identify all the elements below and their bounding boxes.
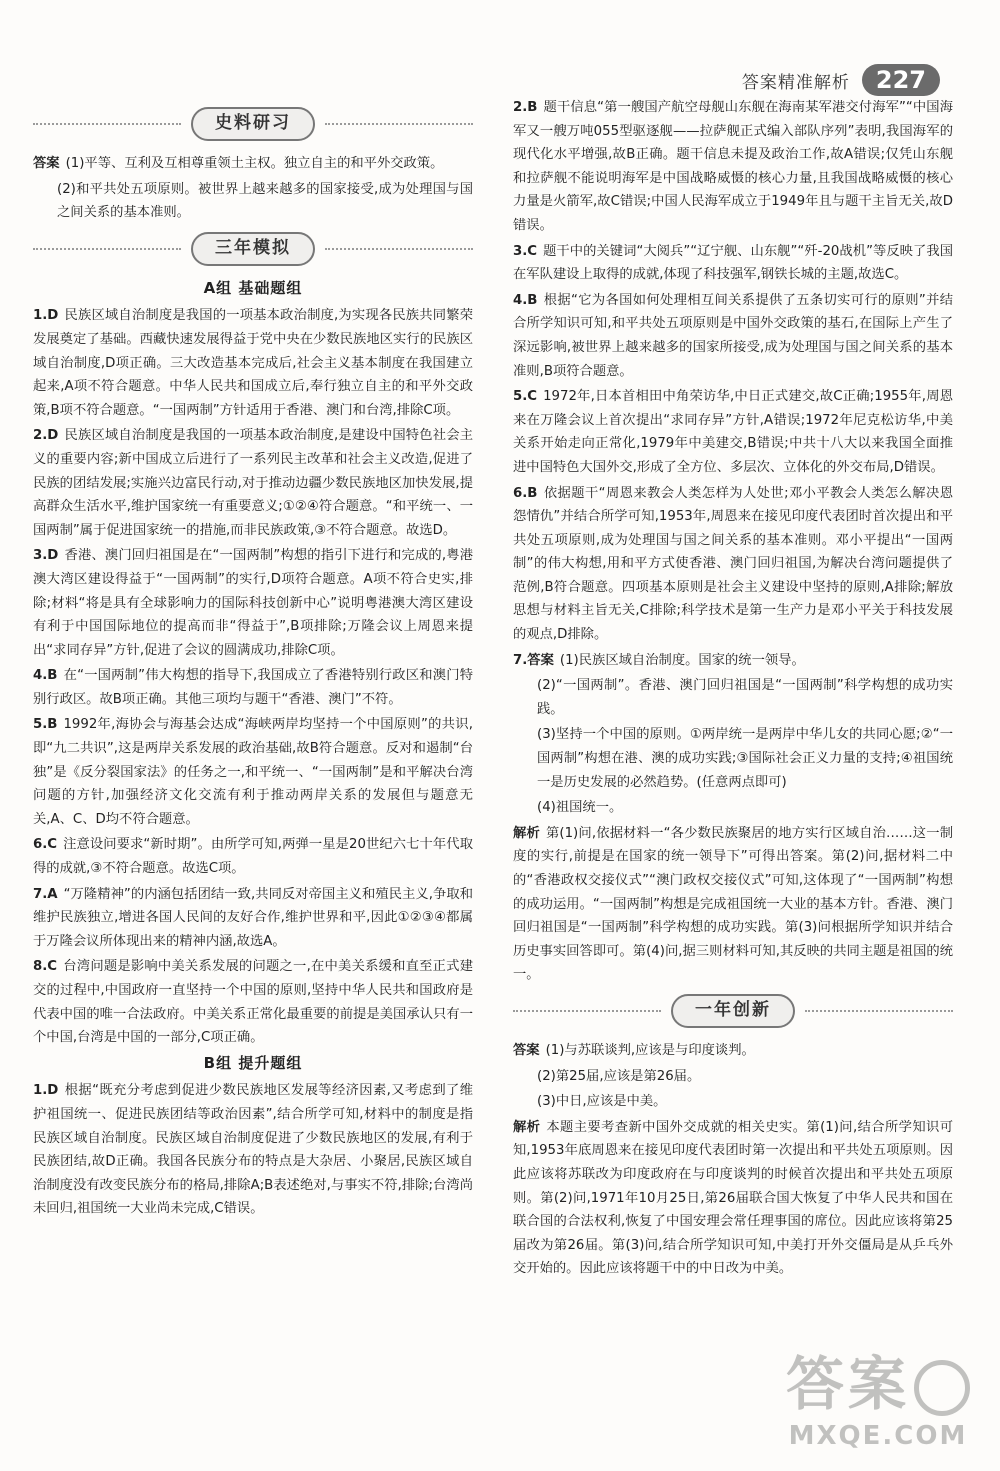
section-banner-innovation <box>513 991 953 1031</box>
page-number: 227 <box>862 64 940 96</box>
q7-answer: (4)祖国统一。 <box>537 800 623 816</box>
question-item: 4.B 在“一国两制”伟大构想的指导下,我国成立了香港特别行政区和澳门特别行政区。故B项正确。其他三项均与题干“香港、澳门”不符。 <box>33 668 473 707</box>
q7-analysis: 解析 第(1)问,依据材料一“各少数民族聚居的地方实行区域自治……这一制度的实行,前提是在国家的统一领导下”可得出答案。第(2)问,据材料二中的“香港政权交接仪式”“澳门政权交接仪式”可知,这体现了“一国两制”构想的成功运用。“一国两制”构想是完成祖国统一大业的基本方针。香港、澳门回归祖国是“一国两制”科学构想的成功实践。第(3)问根据所学知识并结合历史事实回答即可。第(4)问,据三则材料可知,其反映的共同主题是祖国的统一。 <box>513 825 954 983</box>
question-item: 3.D 香港、澳门回归祖国是在“一国两制”构想的指引下进行和完成的,粤港澳大湾区建设得益于“一国两制”的实行,D项符合题意。A项不符合史实,排除;材料“将是具有全球影响力的国际科技创新中心”说明粤港澳大湾区建设有利于中国国际地位的提高而非“得益于”,B项排除;万隆会议上周恩来提出“求同存异”方针,促进了会议的圆满成功,排除C项。 <box>33 548 473 658</box>
question-item: 5.C 1972年,日本首相田中角荣访华,中日正式建交,故C正确;1955年,周恩来在万隆会议上首次提出“求同存异”方针,A错误;1972年尼克松访华,中美关系开始走向正常化,1979年中美建交,B错误;中共十八大以来我国全面推进中国特色大国外交,形成了全方位、多层次、立体化的外交布局,D错误。 <box>513 389 953 475</box>
group-title-b: B组 提升题组 <box>203 1053 303 1072</box>
left-column <box>33 100 473 1223</box>
question-item: 7.A “万隆精神”的内涵包括团结一致,共同反对帝国主义和殖民主义,争取和维护民族独立,增进各国人民间的友好合作,维护世界和平,因此①②③④都属于万隆会议所体现出来的精神内涵,故选A。 <box>33 886 473 949</box>
answer-item: 答案 (1)平等、互利及互相尊重领土主权。独立自主的和平外交政策。 <box>33 156 444 171</box>
question-item: 6.B 依据题干“周恩来教会人类怎样为人处世;邓小平教会人类怎么解决恩怨情仇”并结合所学可知,1953年,周恩来在接见印度代表团时首次提出和平共处五项原则,成为处理国与国之间关系的基本准则。邓小平提出“一国两制”的伟大构想,用和平方式使香港、澳门回归祖国,为解决台湾问题提供了范例,B符合题意。四项基本原则是社会主义建设中坚持的原则,A排除;解放思想与材料主旨无关,C排除;科学技术是第一生产力是邓小平关于科技发展的观点,D排除。 <box>513 485 953 643</box>
q7-answer: (3)坚持一个中国的原则。①两岸统一是两岸中华儿女的共同心愿;②“一国两制”构想在港、澳的成功实践;③国际社会正义力量的支持;④祖国统一是历史发展的必然趋势。(任意两点即可) <box>537 727 953 790</box>
watermark-seal-icon <box>914 1360 970 1416</box>
question-item: 3.C 题干中的关键词“大阅兵”“辽宁舰、山东舰”“歼-20战机”等反映了我国在军队建设上取得的成就,体现了科技强军,钢铁长城的主题,故选C。 <box>513 243 953 283</box>
header-title: 答案精准解析 <box>741 72 850 93</box>
question-item: 8.C 台湾问题是影响中美关系发展的问题之一,在中美关系缓和直至正式建交的过程中,中国政府一直坚持一个中国的原则,坚持中华人民共和国政府是代表中国的唯一合法政府。中美关系正常化最重要的前提是美国承认只有一个中国,台湾是中国的一部分,C项正确。 <box>33 959 473 1046</box>
section-banner-historical <box>33 104 473 144</box>
site-watermark: 答案 MXQE.COM <box>786 1337 970 1451</box>
innov-answer: 答案 (1)与苏联谈判,应该是与印度谈判。 <box>513 1042 755 1058</box>
answer-item: (2)和平共处五项原则。被世界上越来越多的国家接受,成为处理国与国之间关系的基本准则。 <box>57 181 473 221</box>
innov-answer: (3)中日,应该是中美。 <box>537 1094 667 1110</box>
section-banner-three-year <box>33 229 473 269</box>
question-item: 1.D 民族区域自治制度是我国的一项基本政治制度,为实现各民族共同繁荣发展奠定了基础。西藏快速发展得益于党中央在少数民族地区实行的民族区域自治制度,D项正确。三大改造基本完成后,社会主义基本制度在我国建立起来,A项不符合题意。中华人民共和国成立后,奉行独立自主的和平外交政策,B项不符合题意。“一国两制”方针适用于香港、澳门和台湾,排除C项。 <box>33 308 473 418</box>
q7-answer: (2)“一国两制”。香港、澳门回归祖国是“一国两制”科学构想的成功实践。 <box>537 678 953 717</box>
question-item: 6.C 注意设问要求“新时期”。由所学可知,两弹一星是20世纪六七十年代取得的成就,③不符合题意。故选C项。 <box>33 837 473 877</box>
innov-analysis: 解析 本题主要考查新中国外交成就的相关史实。第(1)问,结合所学知识可知,1953年底周恩来在接见印度代表团时第一次提出和平共处五项原则。因此应该将苏联改为印度政府在与印度谈判的时候首次提出和平共处五项原则。第(2)问,1971年10月25日,第26届联合国大恢复了中华人民共和国在联合国的合法权利,恢复了中国安理会常任理事国的席位。因此应该将第25届改为第26届。第(3)问,结合所学知识可知,中美打开外交僵局是从乒乓外交开始的。因此应该将题干中的中日改为中美。 <box>513 1119 954 1277</box>
question-item: 4.B 根据“它为各国如何处理相互间关系提供了五条切实可行的原则”并结合所学知识可知,和平共处五项原则是中国外交政策的基石,在国际上产生了深远影响,被世界上越来越多的国家所接受,成为处理国与国之间关系的基本准则,B项符合题意。 <box>513 292 953 379</box>
question-item: 2.B 题干信息“第一艘国产航空母舰山东舰在海南某军港交付海军”“中国海军又一艘万吨055型驱逐舰——拉萨舰正式编入部队序列”表明,我国海军的现代化水平增强,故B正确。题干信息未提及政治工作,故A错误;仅凭山东舰和拉萨舰不能说明海军是中国战略威慑的核心力量,且我国战略威慑的核心力量是火箭军,故C错误;中国人民海军成立于1949年且与题干主旨无关,故D错误。 <box>513 100 953 233</box>
section-title: 一年创新 <box>671 994 795 1028</box>
question-item: 5.B 1992年,海协会与海基会达成“海峡两岸均坚持一个中国原则”的共识,即“九二共识”,这是两岸关系发展的政治基础,故B符合题意。反对和遏制“台独”是《反分裂国家法》的任务之一,和平统一、“一国两制”是和平解决台湾问题的方针,加强经济文化交流有利于推动两岸关系的发展但与题意无关,A、C、D均不符合题意。 <box>33 717 473 827</box>
group-title-a: A组 基础题组 <box>203 278 303 297</box>
question-item: 1.D 根据“既充分考虑到促进少数民族地区发展等经济因素,又考虑到了维护祖国统一、促进民族团结等政治因素”,结合所学可知,材料中的制度是指民族区域自治制度。民族区域自治制度促进了少数民族地区的发展,有利于民族团结,故D正确。我国各民族分布的特点是大杂居、小聚居,民族区域自治制度没有改变民族分布的格局,排除A;B表述绝对,与事实不符,排除;台湾尚未回归,祖国统一大业尚未完成,C错误。 <box>33 1083 473 1217</box>
section-title: 史料研习 <box>191 107 315 141</box>
page-header <box>742 60 940 100</box>
right-column <box>513 96 953 1283</box>
innov-answer: (2)第25届,应该是第26届。 <box>537 1068 701 1084</box>
question-item: 2.D 民族区域自治制度是我国的一项基本政治制度,是建设中国特色社会主义的重要内容;新中国成立后进行了一系列民主改革和社会主义改造,促进了民族的团结发展;实施兴边富民行动,对于推动边疆少数民族地区加快发展,提高群众生活水平,维护国家统一有重要意义;①②④符合题意。“和平统一、一国两制”属于促进国家统一的措施,而非民族政策,③不符合题意。故选D。 <box>33 428 473 538</box>
q7-answer: 7.答案 (1)民族区域自治制度。国家的统一领导。 <box>513 652 805 668</box>
section-title: 三年模拟 <box>191 232 315 266</box>
